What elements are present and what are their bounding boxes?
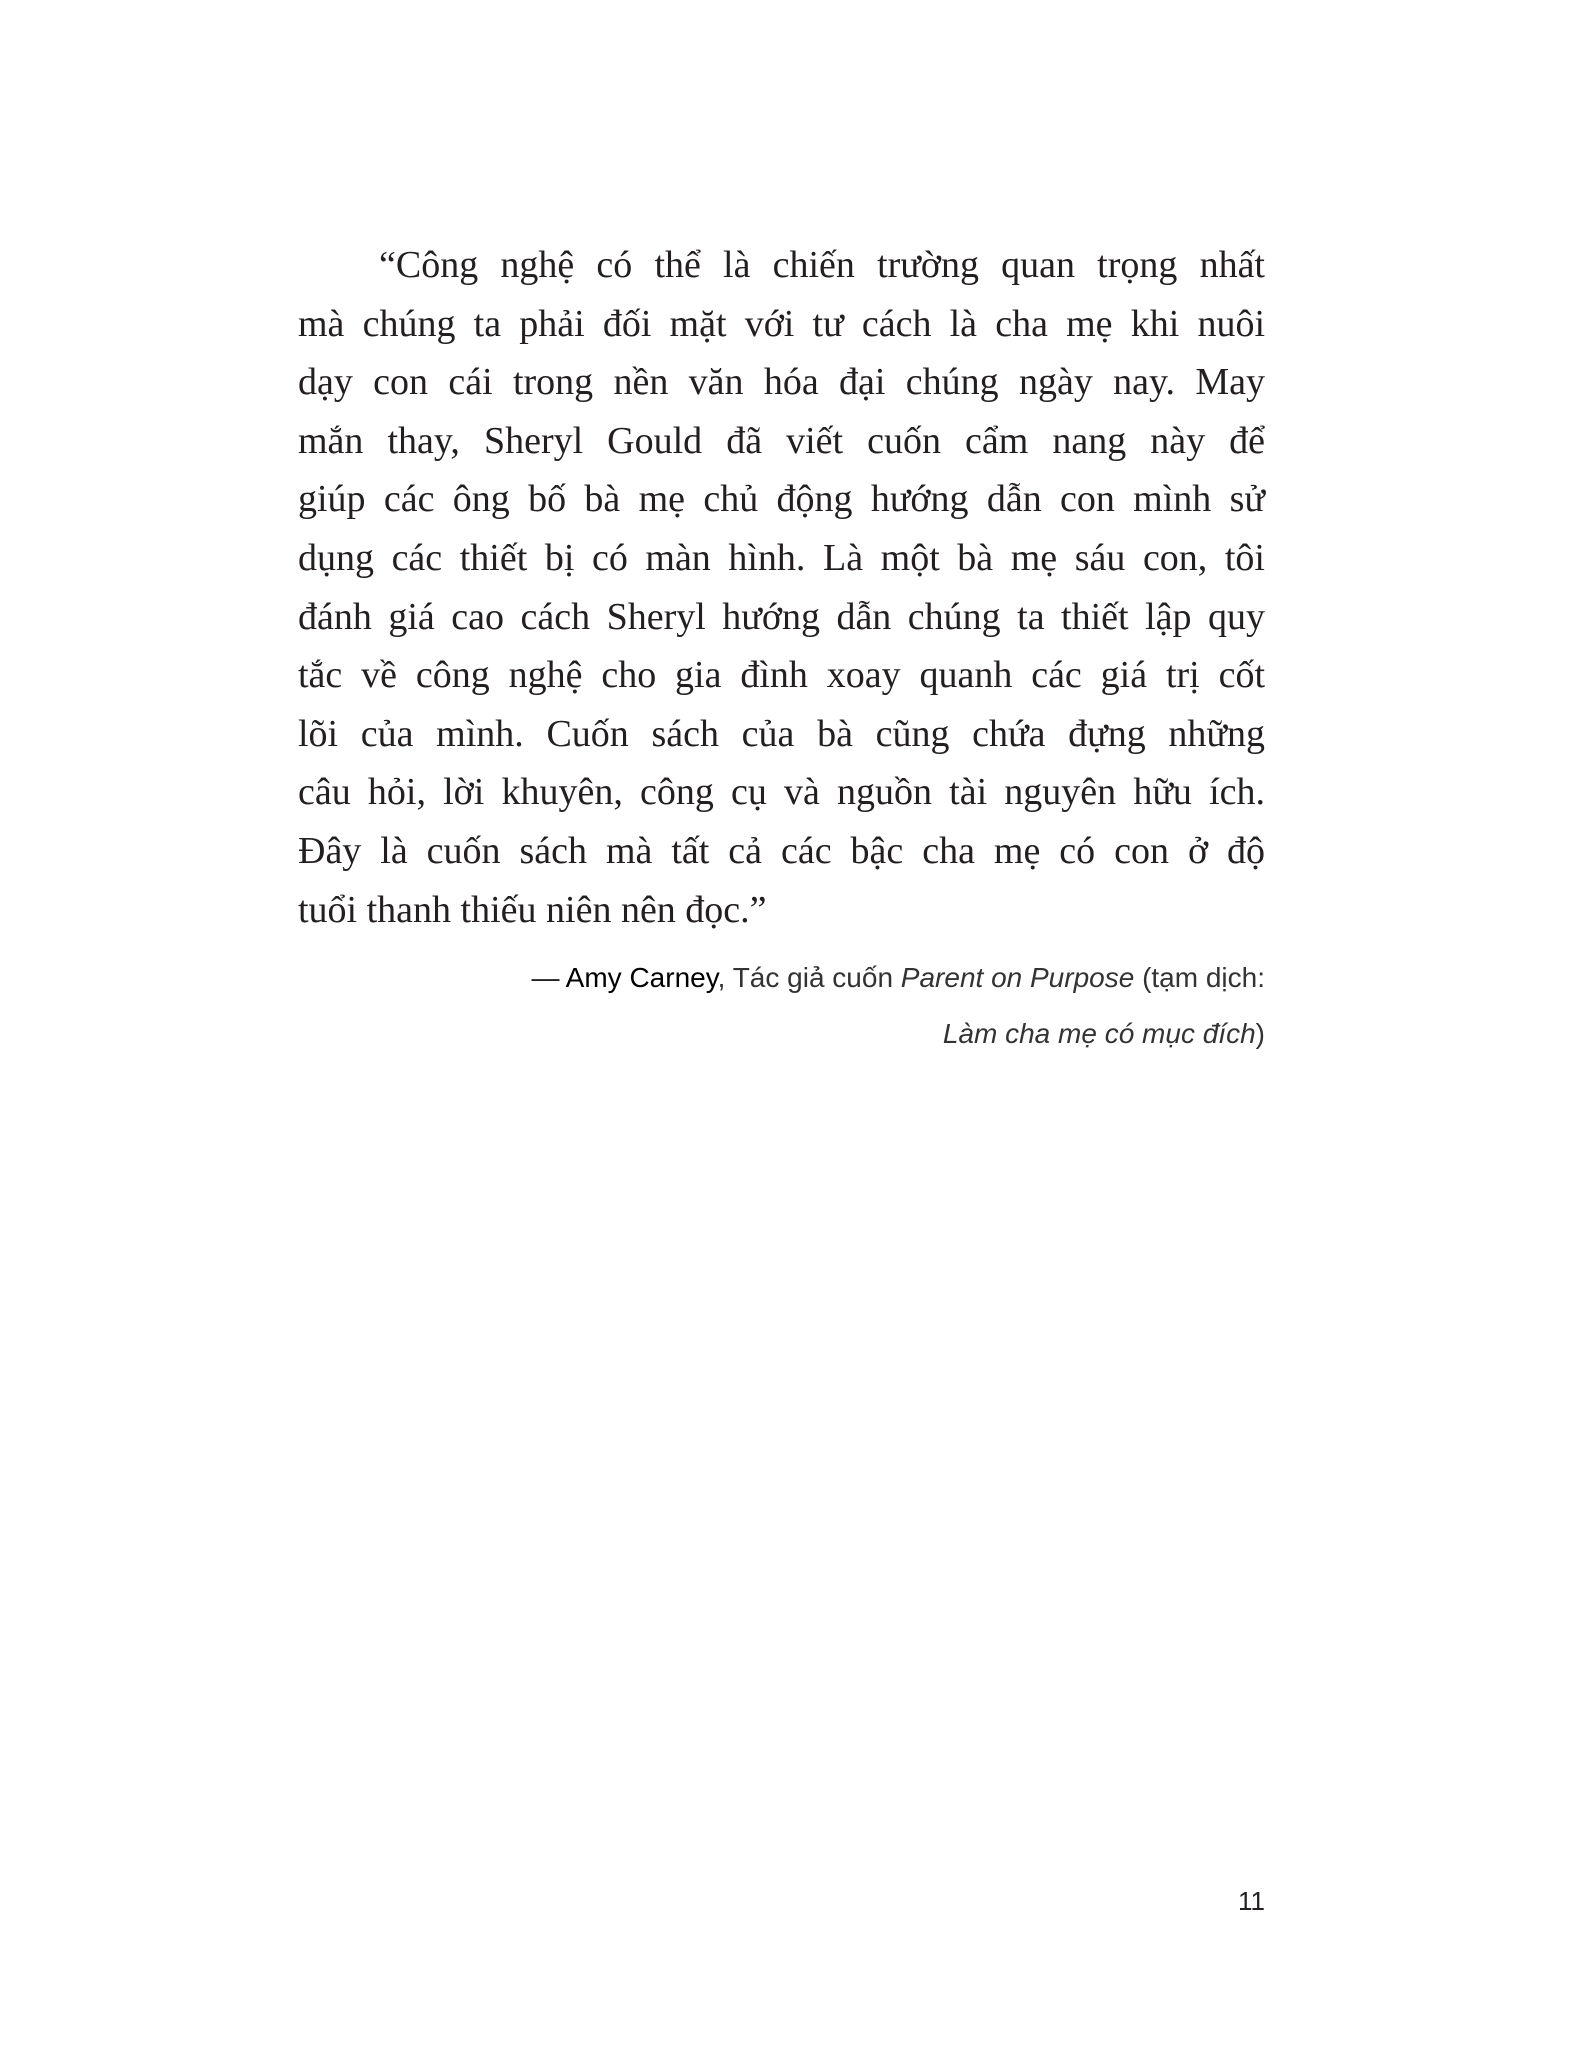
- quote-line: câu hỏi, lời khuyên, công cụ và nguồn tài nguyên hữu ích.: [298, 771, 1265, 814]
- attribution-dash: —: [531, 962, 566, 993]
- translated-title: Làm cha mẹ có mục đích: [942, 1018, 1256, 1049]
- author-role: , Tác giả cuốn: [717, 962, 901, 993]
- page-number: 11: [1238, 1886, 1265, 1916]
- author-name: Amy Carney: [565, 962, 718, 993]
- quote-line: dạy con cái trong nền văn hóa đại chúng ngày nay. May: [298, 361, 1265, 404]
- quote-line: đánh giá cao cách Sheryl hướng dẫn chúng ta thiết lập quy: [298, 595, 1265, 638]
- attribution-line-1: [298, 950, 1265, 1006]
- quote-line: mà chúng ta phải đối mặt với tư cách là cha mẹ khi nuôi: [298, 302, 1265, 345]
- attribution-line-2: [298, 1006, 1265, 1062]
- translation-note-close: ): [1255, 1018, 1265, 1049]
- book-title: Parent on Purpose: [900, 962, 1135, 993]
- quote-line: Đây là cuốn sách mà tất cả các bậc cha mẹ có con ở độ: [298, 829, 1265, 872]
- translation-note: (tạm dịch:: [1134, 962, 1265, 993]
- quote-line: giúp các ông bố bà mẹ chủ động hướng dẫn con mình sử: [298, 478, 1265, 521]
- quote-line: mắn thay, Sheryl Gould đã viết cuốn cẩm nang này để: [298, 419, 1265, 462]
- quote-line: tuổi thanh thiếu niên nên đọc.”: [298, 888, 767, 931]
- quote-line: dụng các thiết bị có màn hình. Là một bà mẹ sáu con, tôi: [298, 536, 1265, 579]
- quote-line: lõi của mình. Cuốn sách của bà cũng chứa đựng những: [298, 712, 1265, 755]
- testimonial-quote: [298, 236, 1265, 939]
- quote-attribution: [298, 950, 1265, 1062]
- quote-line: tắc về công nghệ cho gia đình xoay quanh các giá trị cốt: [298, 654, 1265, 697]
- quote-line: “Công nghệ có thể là chiến trường quan trọng nhất: [379, 244, 1265, 286]
